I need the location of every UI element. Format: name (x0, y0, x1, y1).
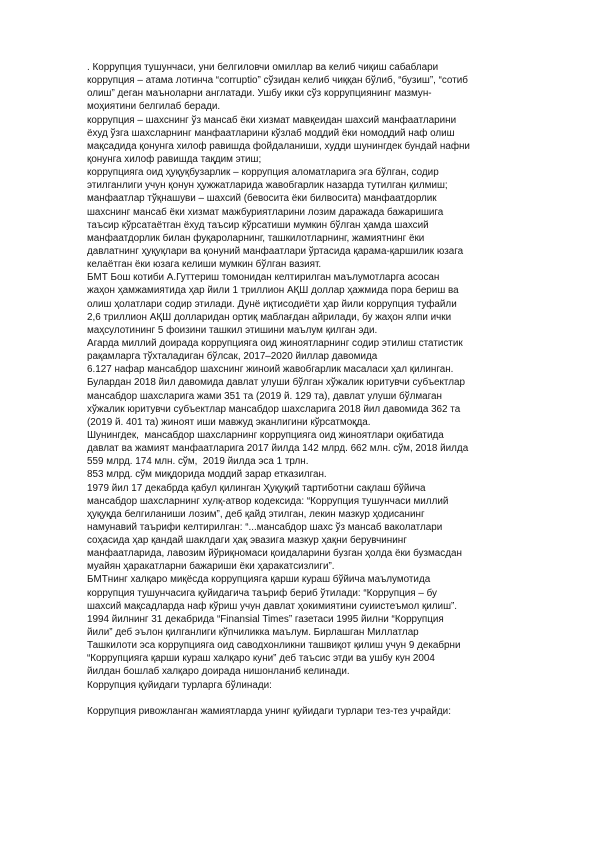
text-line: Коррупция ривожланган жамиятларда унинг қуйидаги турлари тез-тез учрайди: (87, 705, 451, 717)
blank-line (87, 692, 567, 705)
text-line: этилганлиги учун қонун ҳужжатларида жавобгарлик назарда тутилган қилмиш; (87, 180, 448, 192)
text-line: . Коррупция тушунчаси, уни белгиловчи омиллар ва келиб чиқиш сабаблари (87, 62, 439, 73)
text-line: ёхуд ўзга шахсларнинг манфаатларини кўзлаб моддий ёки номоддий наф олиш (87, 127, 455, 139)
text-line: қонунга хилоф равишда тақдим этиш; (87, 153, 262, 165)
text-line: соҳасида ҳар қандай шаклдаги ҳақ эвазига мазкур ҳақни берувчининг (87, 535, 407, 547)
text-line: маҳсулотининг 5 фоизини ташкил этишини маълум қилган эди. (87, 324, 378, 336)
text-line: мақсадида қонунга хилоф равишда фойдаланиши, худди шунингдек бундай нафни (87, 140, 470, 152)
text-line: мансабдор шахсларнинг хулқ-атвор кодексида: “Коррупция тушунчаси миллий (87, 495, 449, 507)
text-line: келаётган ёки юзага келиши мумкин бўлган вазият. (87, 259, 322, 271)
text-line: 6.127 нафар мансабдор шахснинг жиноий жавобгарлик масаласи ҳал қилинган. (87, 364, 454, 376)
text-line: намунавий таърифи келтирилган: “...мансабдор шахс ўз мансаб ваколатлари (87, 521, 443, 533)
text-line: манфаатдорлик билан фуқароларнинг, ташкилотларнинг, жамиятнинг ёки (87, 232, 425, 244)
text-line: шахсий мақсадларда наф кўриш учун давлат ҳокимиятини суиистеъмол қилиш”. (87, 600, 458, 612)
text-line: коррупция тушунчасига қуйидагича таъриф бериб ўтилади: “Коррупция – бу (87, 587, 437, 599)
document-body (87, 61, 567, 718)
text-line: коррупция – атама лотинча “corruptio” сўзидан келиб чиққан бўлиб, “бузиш”, “сотиб (87, 75, 468, 87)
text-line: Ташкилоти эса коррупцияга оид саводхонликни ташвиқот қилиш учун 9 декабрни (87, 640, 461, 652)
text-line: Коррупция қуйидаги турларга бўлинади: (87, 679, 272, 691)
text-line: давлат ва жамият манфаатларига 2017 йилда 142 млрд. 662 млн. сўм, 2018 йилда (87, 443, 469, 455)
text-line: “Коррупцияга қарши кураш халқаро куни” деб таъсис этди ва ушбу кун 2004 (87, 653, 435, 665)
text-line: давлатнинг ҳуқуқлари ва қонуний манфаатлари ўртасида қарама-қаршилик юзага (87, 245, 464, 257)
text-line: 1979 йил 17 декабрда қабул қилинган Ҳуқуқий тартиботни сақлаш бўйича (87, 482, 426, 494)
text-line: 853 млрд. сўм миқдорида моддий зарар етказилган. (87, 469, 327, 481)
text-line: моҳиятини белгилаб беради. (87, 101, 221, 113)
text-line: коррупция – шахснинг ўз мансаб ёки хизмат мавқеидан шахсий манфаатларини (87, 114, 457, 126)
text-line: ҳуқуқда белгиланиши лозим”, деб қайд этилган, лекин мазкур ҳодисанинг (87, 508, 425, 520)
text-line: олиш” деган маъноларни англатади. Ушбу икки сўз коррупциянинг мазмун- (87, 88, 432, 100)
text-line: йили” деб эълон қилганлиги кўпчиликка маълум. Бирлашган Миллатлар (87, 627, 419, 639)
text-line: рақамларга тўхталадиган бўлсак, 2017–2020 йиллар давомида (87, 351, 378, 363)
text-line: БМТ Бош котиби А.Гуттериш томонидан келтирилган маълумотларга асосан (87, 272, 440, 284)
text-line: таъсир кўрсатаётган ёхуд таъсир кўрсатиши мумкин бўлган ҳамда шахсий (87, 219, 429, 231)
text-line: манфаатларида, лавозим йўриқномаси қоидаларини бузган ҳолда ёки бузмасдан (87, 548, 462, 560)
text-line: 559 млрд. 174 млн. сўм, 2019 йилда эса 1 трлн. (87, 456, 309, 468)
text-line: муайян ҳаракатларни бажариши ёки ҳаракатсизлиги”. (87, 561, 335, 573)
text-line: коррупцияга оид ҳуқуқбузарлик – коррупция аломатларига эга бўлган, содир (87, 167, 439, 179)
text-line: шахснинг мансаб ёки хизмат мажбуриятларини лозим даражада бажаришига (87, 206, 444, 218)
text-line: йилдан бошлаб халқаро доирада нишонланиб келинади. (87, 666, 350, 678)
text-line: Шунингдек, мансабдор шахсларнинг коррупцияга оид жиноятлари оқибатида (87, 429, 444, 441)
text-line: 1994 йилнинг 31 декабрида “Finansial Times” газетаси 1995 йилни “Коррупция (87, 613, 444, 625)
text-line: БМТнинг халқаро миқёсда коррупцияга қарши кураш бўйича маълумотида (87, 574, 431, 586)
text-line: олиш ҳолатлари содир этилади. Дунё иқтисодиёти ҳар йили коррупция туфайли (87, 298, 457, 310)
text-line: Булардан 2018 йил давомида давлат улуши бўлган хўжалик юритувчи субъектлар (87, 377, 465, 389)
text-line: манфаатлар тўқнашуви – шахсий (бевосита ёки билвосита) манфаатдорлик (87, 193, 437, 205)
text-line: хўжалик юритувчи субъектлар мансабдор шахсларига 2018 йил давомида 362 та (87, 403, 461, 415)
text-line: Агарда миллий доирада коррупцияга оид жиноятларнинг содир этилиш статистик (87, 337, 463, 349)
text-line: мансабдор шахсларига жами 351 та (2019 й. 129 та), давлат улуши бўлмаган (87, 390, 442, 402)
text-line: 2,6 триллион АҚШ долларидан ортиқ маблағдан айрилади, бу жаҳон ялпи ички (87, 311, 452, 323)
text-line: жаҳон ҳамжамиятида ҳар йили 1 триллион АҚШ доллар ҳажмида пора бериш ва (87, 285, 459, 297)
text-line: (2019 й. 401 та) жиноят иши мавжуд эканлигини кўрсатмоқда. (87, 416, 371, 428)
